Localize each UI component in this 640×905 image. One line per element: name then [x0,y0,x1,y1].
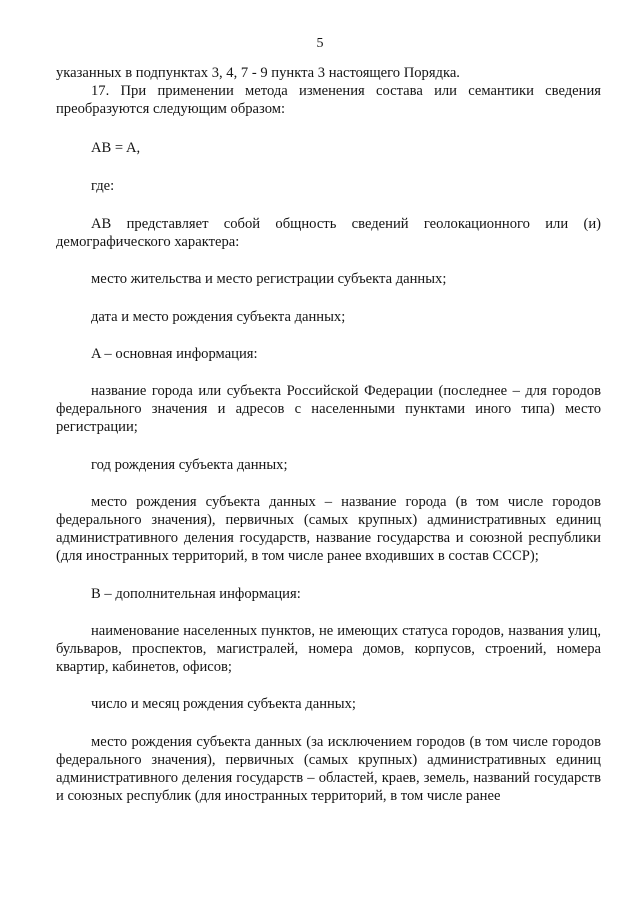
document-body [56,64,601,805]
paragraph-city-name: название города или субъекта Российской Федерации (последнее – для городов федерального значения и адресов с населенными пунктами иного типа) место регистрации; [56,383,601,436]
paragraph-b-heading: B – дополнительная информация: [91,585,301,602]
page-number: 5 [316,36,324,51]
paragraph-ab-definition: AB представляет собой общность сведений геолокационного или (и) демографического характера: [56,216,601,251]
paragraph-settlements: наименование населенных пунктов, не имеющих статуса городов, названия улиц, бульваров, проспектов, магистралей, номера домов, корпусов, строений, номера квартир, кабинетов, офисов; [56,622,601,676]
paragraph-item-17: 17. При применении метода изменения состава или семантики сведения преобразуются следующим образом: [56,83,601,118]
paragraph-birth-day-month: число и месяц рождения субъекта данных; [91,696,356,713]
formula-ab: AB = A, [91,139,141,156]
paragraph-a-heading: A – основная информация: [91,345,258,362]
paragraph-birth-year: год рождения субъекта данных; [91,456,288,473]
paragraph-birth-place-b: место рождения субъекта данных (за исключением городов (в том числе городов федерального значения), первичных (самых крупных) административных единиц административного деления государств – областей, краев, земель, названий государств и союзных республик (для иностранных территорий, в том числе ранее [56,733,601,805]
paragraph-residence: место жительства и место регистрации субъекта данных; [91,271,447,288]
paragraph-birth-date-place: дата и место рождения субъекта данных; [91,308,346,325]
paragraph-birth-place-a: место рождения субъекта данных – название города (в том числе городов федерального значения), первичных (самых крупных) административных единиц административного деления государств, название государства и союзной республики (для иностранных территорий, в том числе ранее входивших в состав СССР); [56,493,601,565]
paragraph-continuation: указанных в подпунктах 3, 4, 7 - 9 пункта 3 настоящего Порядка. [56,65,460,81]
paragraph-where: где: [91,177,115,194]
